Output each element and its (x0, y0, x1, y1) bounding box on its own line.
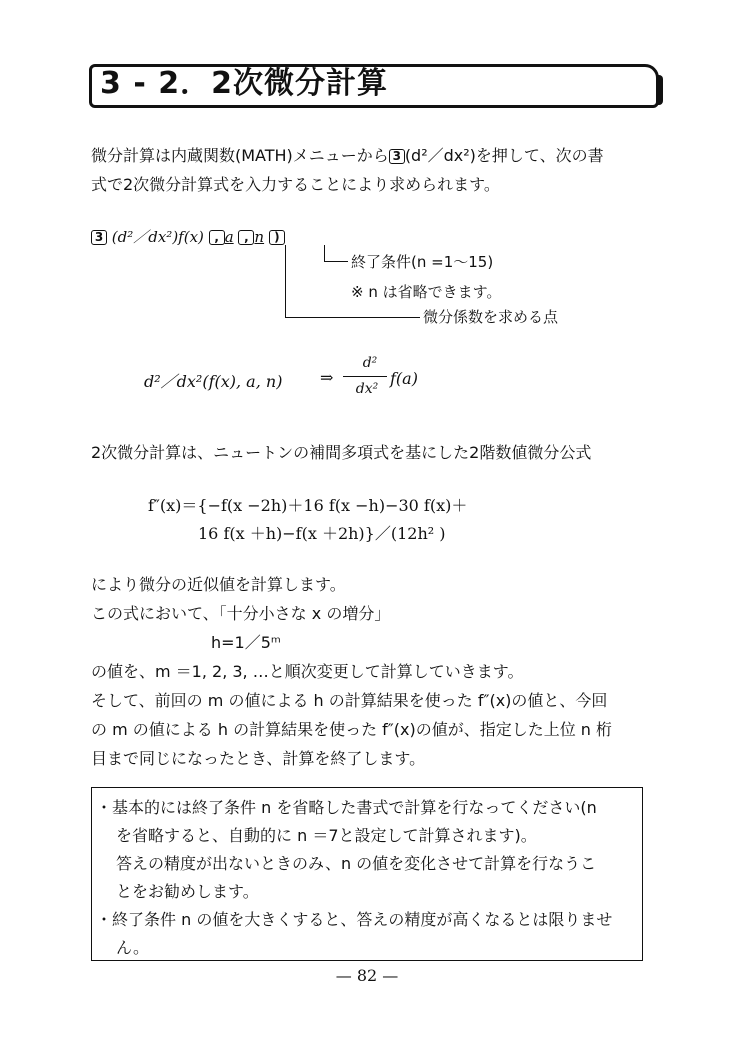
note-1-line-1 (96, 794, 612, 822)
formula-lhs: d²／dx²(f(x), a, n) (144, 372, 283, 391)
notes-content (96, 794, 612, 962)
end-condition-label: 終了条件(n =1〜15) (351, 253, 494, 271)
formula-numerator: d² (362, 355, 378, 371)
point-note: 微分係数を求める点 (423, 308, 559, 326)
paragraph-3-line-7: 目まで同じになったとき、計算を終了します。 (91, 749, 426, 768)
intro-line-1-b: (d²／dx²)を押して、次の書 (404, 146, 604, 165)
syntax-n: n (254, 228, 265, 246)
note-2-text-1: 終了条件 n の値を大きくすると、答えの精度が高くなるとは限りませ (112, 910, 613, 929)
formula-2-line-2: 16 f(x ＋h)−f(x ＋2h)}／(12h² ) (198, 524, 446, 543)
note-1-line-4: とをお勧めします。 (116, 882, 259, 901)
formula-denominator: dx² (355, 381, 379, 397)
note-1-text-1: 基本的には終了条件 n を省略した書式で計算を行なってください(n (112, 798, 597, 817)
paragraph-3 (91, 570, 612, 773)
paragraph-3-line-2: この式において、「十分小さな x の増分」 (91, 604, 391, 623)
intro-paragraph (91, 141, 604, 199)
syntax-a: a (224, 228, 234, 246)
bullet-1: ・ (96, 798, 113, 817)
paragraph-3-line-6: の m の値による h の計算結果を使った f″(x)の値が、指定した上位 n 桁 (91, 720, 613, 739)
note-2-line-1 (96, 906, 612, 934)
syntax-line (91, 226, 285, 247)
section-title: 3 - 2．2次微分計算 (100, 66, 388, 101)
intro-line-2: 式で2次微分計算式を入力することにより求められます。 (91, 175, 500, 194)
key-3: 3 (389, 149, 405, 164)
paragraph-3-line-4: の値を、m ＝1, 2, 3, …と順次変更して計算していきます。 (91, 662, 524, 681)
notes-box (91, 787, 643, 961)
bracket-line-a-horizontal (285, 317, 420, 318)
note-1-line-2: を省略すると、自動的に n ＝7と設定して計算されます)。 (116, 826, 537, 845)
bracket-line-n-horizontal (324, 261, 348, 262)
intro-line-1-a: 微分計算は内蔵関数(MATH)メニューから (91, 146, 389, 165)
bullet-2: ・ (96, 910, 113, 929)
note-1-line-3: 答えの精度が出ないときのみ、n の値を変化させて計算を行なうこ (116, 854, 597, 873)
syntax-comma-key-1: , (209, 230, 225, 245)
paragraph-3-line-5: そして、前回の m の値による h の計算結果を使った f″(x)の値と、今回 (91, 691, 608, 710)
paragraph-3-line-1: により微分の近似値を計算します。 (91, 575, 346, 594)
note-2-line-2: ん。 (116, 938, 149, 957)
page-number: — 82 — (335, 966, 399, 985)
formula-2-line-1: f″(x)＝{−f(x −2h)＋16 f(x −h)−30 f(x)＋ (148, 496, 468, 515)
syntax-key-3: 3 (91, 230, 107, 245)
omit-note: ※ n は省略できます。 (351, 283, 502, 301)
paragraph-3-line-3: h=1／5ᵐ (211, 633, 281, 652)
bracket-line-a-vertical (285, 245, 286, 318)
intro-line-1 (91, 141, 604, 170)
syntax-comma-key-2: , (238, 230, 254, 245)
bracket-line-n-vertical (324, 245, 325, 262)
formula-arrow: ⇒ (320, 368, 334, 387)
syntax-close-key: ) (269, 230, 285, 245)
syntax-expression: (d²／dx²)f(x) (111, 228, 204, 246)
formula-tail: f(a) (390, 369, 418, 388)
paragraph-2: 2次微分計算は、ニュートンの補間多項式を基にした2階数値微分公式 (91, 443, 592, 462)
fraction-bar (343, 376, 387, 377)
